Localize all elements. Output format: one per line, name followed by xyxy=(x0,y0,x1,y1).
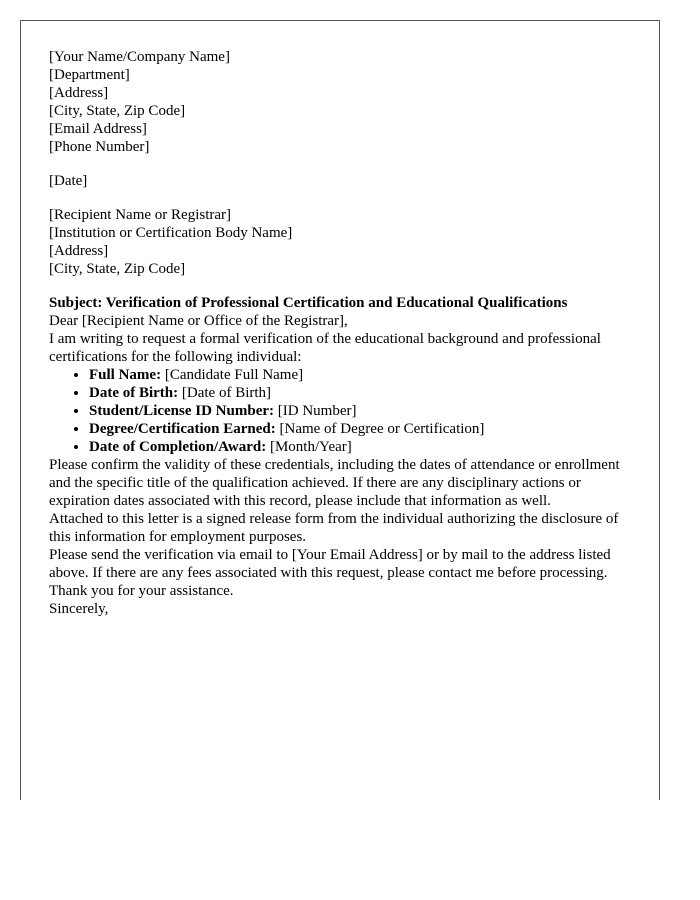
list-item xyxy=(89,366,659,384)
sender-name: [Your Name/Company Name] xyxy=(49,49,230,65)
sender-phone: [Phone Number] xyxy=(49,139,150,155)
closing: Sincerely, xyxy=(49,601,109,617)
list-item xyxy=(89,420,659,438)
detail-label: Full Name: xyxy=(89,367,162,383)
detail-value: [Candidate Full Name] xyxy=(161,367,304,383)
recipient-name: [Recipient Name or Registrar] xyxy=(49,207,232,223)
sender-city-state-zip: [City, State, Zip Code] xyxy=(49,103,186,119)
detail-label: Date of Completion/Award: xyxy=(89,439,267,455)
list-item xyxy=(89,402,659,420)
date-block xyxy=(49,172,659,190)
recipient-block xyxy=(49,206,659,278)
thanks-paragraph: Thank you for your assistance. xyxy=(49,583,234,599)
list-item xyxy=(89,438,659,456)
detail-value: [Date of Birth] xyxy=(178,385,272,401)
sender-block xyxy=(49,48,659,156)
salutation: Dear [Recipient Name or Office of the Registrar], xyxy=(49,313,348,329)
letter-page xyxy=(20,20,660,800)
recipient-city-state-zip: [City, State, Zip Code] xyxy=(49,261,186,277)
recipient-address: [Address] xyxy=(49,243,109,259)
recipient-institution: [Institution or Certification Body Name] xyxy=(49,225,293,241)
subject-line: Subject: Verification of Professional Certification and Educational Qualifications xyxy=(49,295,568,311)
detail-label: Degree/Certification Earned: xyxy=(89,421,276,437)
release-form-paragraph: Attached to this letter is a signed release form from the individual authorizing the disclosure of this information for employment purposes. xyxy=(49,511,619,545)
detail-value: [ID Number] xyxy=(274,403,357,419)
sender-department: [Department] xyxy=(49,67,130,83)
intro-paragraph: I am writing to request a formal verification of the educational background and professional certifications for the following individual: xyxy=(49,331,601,365)
detail-label: Date of Birth: xyxy=(89,385,179,401)
detail-value: [Name of Degree or Certification] xyxy=(275,421,485,437)
letter-date: [Date] xyxy=(49,173,88,189)
sender-email: [Email Address] xyxy=(49,121,147,137)
sender-address: [Address] xyxy=(49,85,109,101)
list-item xyxy=(89,384,659,402)
detail-label: Student/License ID Number: xyxy=(89,403,275,419)
candidate-details-list xyxy=(49,366,659,456)
validity-paragraph: Please confirm the validity of these credentials, including the dates of attendance or enrollment and the specific title of the qualification achieved. If there are any disciplinary actions or expiration dates associated with this record, please include that information as well. xyxy=(49,457,620,509)
send-verification-paragraph: Please send the verification via email to [Your Email Address] or by mail to the address listed above. If there are any fees associated with this request, please contact me before processing. xyxy=(49,547,611,581)
detail-value: [Month/Year] xyxy=(266,439,352,455)
